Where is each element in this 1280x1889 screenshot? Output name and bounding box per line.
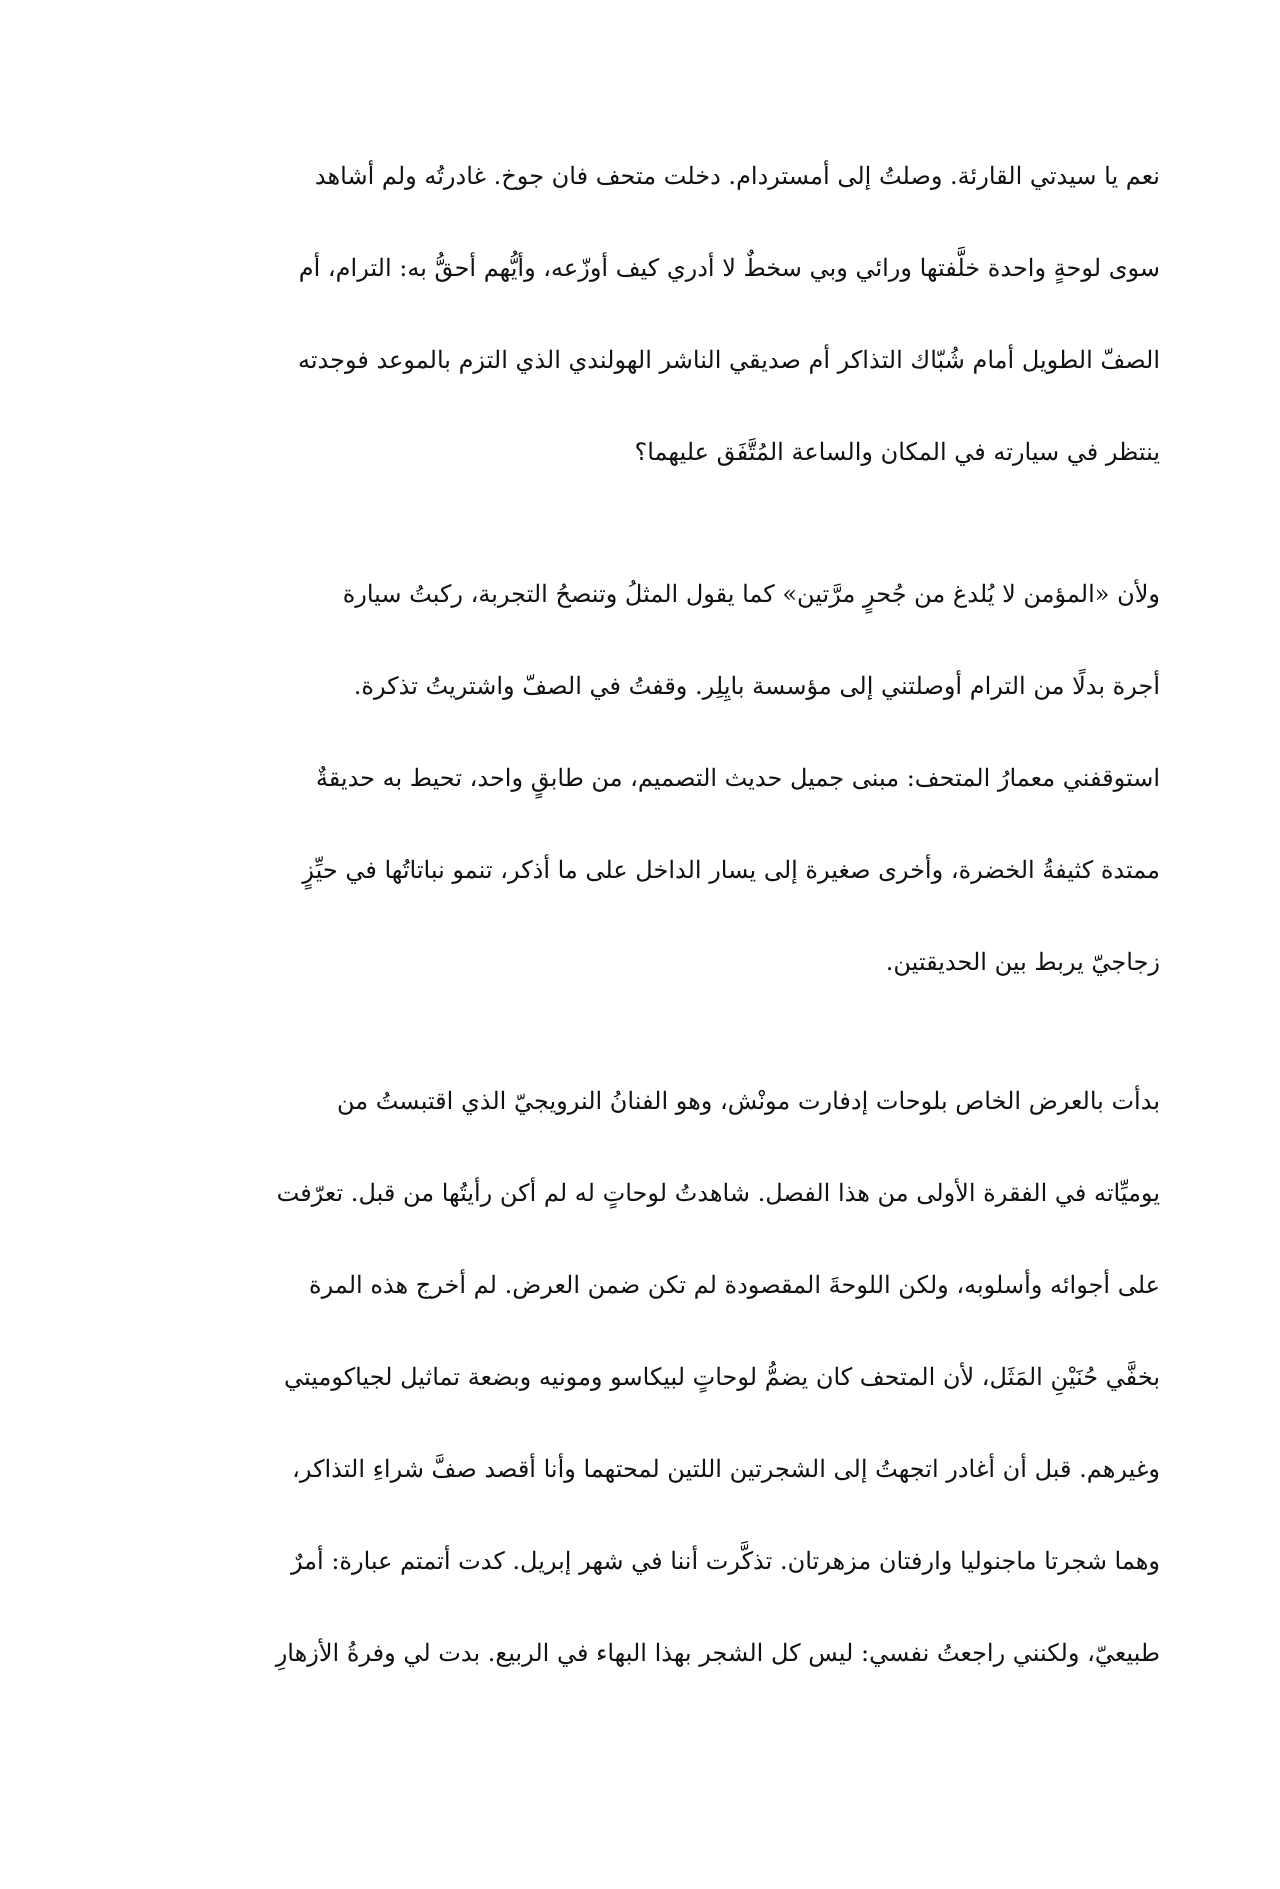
paragraph-line: ولأن «المؤمن لا يُلدغ من جُحرٍ مرَّتين» كما يقول المثلُ وتنصحُ التجربة، ركبتُ سيارة <box>342 580 1160 608</box>
paragraph-line: بدأت بالعرض الخاص بلوحات إدفارت مونْش، وهو الفنانُ النرويجيّ الذي اقتبستُ من <box>336 1087 1160 1115</box>
paragraph-line: طبيعيّ، ولكنني راجعتُ نفسي: ليس كل الشجر بهذا البهاء في الربيع. بدت لي وفرةُ الأزهارِ <box>275 1639 1160 1667</box>
paragraph-3 <box>120 1055 1160 1699</box>
paragraph-line: أجرة بدلًا من الترام أوصلتني إلى مؤسسة بايِلِر. وقفتُ في الصفّ واشتريتُ تذكرة. <box>353 672 1160 700</box>
paragraph-line: زجاجيّ يربط بين الحديقتين. <box>885 948 1160 976</box>
paragraph-line: وغيرهم. قبل أن أغادر اتجهتُ إلى الشجرتين اللتين لمحتهما وأنا أقصد صفَّ شراءِ التذاكر، <box>292 1455 1160 1483</box>
paragraph-line: الصفّ الطويل أمام شُبّاك التذاكر أم صديقي الناشر الهولندي الذي التزم بالموعد فوجدته <box>297 346 1160 374</box>
paragraph-line: سوى لوحةٍ واحدة خلَّفتها ورائي وبي سخطٌ لا أدري كيف أوزّعه، وأيُّهم أحقُّ به: الترام، أم <box>298 254 1160 282</box>
paragraph-line: استوقفني معمارُ المتحف: مبنى جميل حديث التصميم، من طابقٍ واحد، تحيط به حديقةٌ <box>315 764 1160 792</box>
paragraph-line: بخفَّي حُنَيْنِ المَثَل، لأن المتحف كان يضمُّ لوحاتٍ لبيكاسو ومونيه وبضعة تماثيل لجياكوميتي <box>283 1363 1160 1391</box>
paragraph-1 <box>120 130 1160 498</box>
paragraph-line: ممتدة كثيفةُ الخضرة، وأخرى صغيرة إلى يسار الداخل على ما أذكر، تنمو نباتاتُها في حيِّزٍ <box>302 856 1160 884</box>
paragraph-line: نعم يا سيدتي القارئة. وصلتُ إلى أمستردام. دخلت متحف فان جوخ. غادرتُه ولم أشاهد <box>314 162 1160 190</box>
paragraph-2 <box>120 548 1160 1008</box>
paragraph-line: ينتظر في سيارته في المكان والساعة المُتَّفَق عليهما؟ <box>634 438 1160 466</box>
paragraph-line: على أجوائه وأسلوبه، ولكن اللوحةَ المقصودة لم تكن ضمن العرض. لم أخرج هذه المرة <box>309 1271 1160 1299</box>
paragraph-line: يوميِّاته في الفقرة الأولى من هذا الفصل. شاهدتُ لوحاتٍ له لم أكن رأيتُها من قبل. تعرّفت <box>276 1179 1160 1207</box>
paragraph-line: وهما شجرتا ماجنوليا وارفتان مزهرتان. تذكَّرت أننا في شهر إبريل. كدت أتمتم عبارة: أمرٌ <box>290 1547 1160 1575</box>
